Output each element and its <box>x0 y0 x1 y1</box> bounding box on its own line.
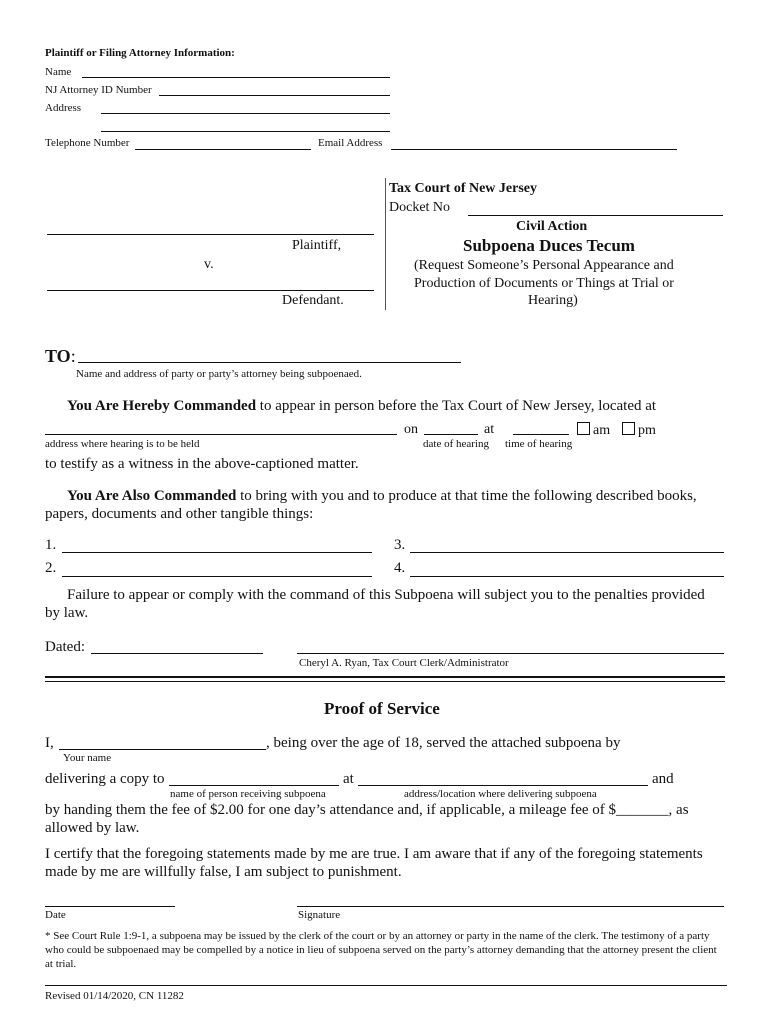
item-4-field[interactable] <box>410 576 724 577</box>
court-name: Tax Court of New Jersey <box>389 181 538 196</box>
email-label: Email Address <box>318 137 383 149</box>
to-caption: Name and address of party or party’s attorney being subpoenaed. <box>76 368 362 380</box>
location-caption: address/location where delivering subpoena <box>404 788 597 800</box>
address-caption: address where hearing is to be held <box>45 438 200 450</box>
to-label <box>45 346 76 367</box>
docket-label: Docket No <box>389 200 451 215</box>
proof-date-field[interactable] <box>45 906 175 907</box>
also-text-1: to bring with you and to produce at that time the following described books, <box>236 488 697 504</box>
plaintiff-label: Plaintiff, <box>292 238 342 253</box>
subtitle-line-3: Hearing) <box>528 293 578 308</box>
item-1-label: 1. <box>45 537 57 553</box>
testify-text: to testify as a witness in the above-captioned matter. <box>45 456 359 472</box>
time-caption: time of hearing <box>505 438 573 450</box>
i-label: I, <box>45 735 54 751</box>
person-caption: name of person receiving subpoena <box>170 788 326 800</box>
subtitle-line-2: Production of Documents or Things at Trial or <box>414 276 674 291</box>
your-name-caption: Your name <box>63 752 112 764</box>
proof-date-label: Date <box>45 909 66 921</box>
to-colon: : <box>70 346 76 366</box>
also-commanded-paragraph <box>67 488 697 505</box>
commanded-paragraph <box>67 398 656 415</box>
to-label-text: TO <box>45 346 71 366</box>
failure-line-1: Failure to appear or comply with the command of this Subpoena will subject you to the penalties provided <box>67 587 705 603</box>
commanded-lead: You Are Hereby Commanded <box>67 398 257 414</box>
email-field[interactable] <box>391 149 677 150</box>
am-option <box>577 422 610 439</box>
plaintiff-name-field[interactable] <box>47 234 374 235</box>
document-title: Subpoena Duces Tecum <box>463 236 635 255</box>
attorney-id-label: NJ Attorney ID Number <box>45 84 152 96</box>
revision-label: Revised 01/14/2020, CN 11282 <box>45 990 184 1002</box>
versus-label: v. <box>204 257 214 272</box>
am-checkbox[interactable] <box>577 422 590 435</box>
at-label: at <box>484 422 495 437</box>
address-field-1[interactable] <box>101 113 390 114</box>
hearing-address-field[interactable] <box>45 434 397 435</box>
hearing-time-field[interactable] <box>513 434 569 435</box>
item-2-label: 2. <box>45 560 57 576</box>
am-label: am <box>593 423 611 438</box>
defendant-name-field[interactable] <box>47 290 374 291</box>
section-divider-bottom <box>45 681 725 682</box>
and-label: and <box>652 771 674 787</box>
civil-action-label: Civil Action <box>516 219 588 234</box>
item-3-label: 3. <box>394 537 406 553</box>
certify-line-2: made by me are willfully false, I am subject to punishment. <box>45 864 402 880</box>
defendant-label: Defendant. <box>282 293 344 308</box>
pm-checkbox[interactable] <box>622 422 635 435</box>
failure-line-2: by law. <box>45 605 89 621</box>
hearing-date-field[interactable] <box>424 434 478 435</box>
person-receiving-field[interactable] <box>169 785 339 786</box>
served-text: , being over the age of 18, served the attached subpoena by <box>266 735 621 751</box>
clerk-signature-field[interactable] <box>297 653 724 654</box>
commanded-text: to appear in person before the Tax Court of New Jersey, located at <box>256 398 657 414</box>
item-2-field[interactable] <box>62 576 372 577</box>
pm-option <box>622 422 656 439</box>
footer-rule <box>45 985 727 986</box>
fee-text-1: by handing them the fee of $2.00 for one day’s attendance and, if applicable, a mileage fee of $ <box>45 802 617 818</box>
certify-line-1: I certify that the foregoing statements made by me are true. I am aware that if any of the foregoing statements <box>45 846 703 862</box>
docket-number-field[interactable] <box>468 215 723 216</box>
fee-text-2: , as <box>668 802 689 818</box>
attorney-id-field[interactable] <box>159 95 390 96</box>
to-field[interactable] <box>78 362 461 363</box>
footnote: * See Court Rule 1:9-1, a subpoena may be issued by the clerk of the court or by an attorney or party in the name of the clerk. The testimony of a party who could be subpoenaed may be compelled by a notice in lieu of subpoena served on the party’s attorney demanding that the attorney present the client at trial. <box>45 930 717 970</box>
on-label: on <box>404 422 418 437</box>
dated-field[interactable] <box>91 653 263 654</box>
at-location-label: at <box>343 771 354 787</box>
delivering-label: delivering a copy to <box>45 771 165 787</box>
date-caption: date of hearing <box>423 438 489 450</box>
item-1-field[interactable] <box>62 552 372 553</box>
name-label: Name <box>45 66 72 78</box>
your-name-field[interactable] <box>59 749 266 750</box>
telephone-field[interactable] <box>135 149 311 150</box>
address-label: Address <box>45 102 82 114</box>
section-divider-top <box>45 676 725 678</box>
address-field-2[interactable] <box>101 131 390 132</box>
item-3-field[interactable] <box>410 552 724 553</box>
attorney-info-heading: Plaintiff or Filing Attorney Information: <box>45 47 235 59</box>
also-lead: You Are Also Commanded <box>67 488 237 504</box>
telephone-label: Telephone Number <box>45 137 130 149</box>
mileage-fee-field[interactable]: _______ <box>616 802 669 818</box>
pm-label: pm <box>638 423 656 438</box>
also-text-2: papers, documents and other tangible things: <box>45 506 314 522</box>
proof-signature-field[interactable] <box>297 906 724 907</box>
allowed-text: allowed by law. <box>45 820 140 836</box>
dated-label: Dated: <box>45 639 85 655</box>
name-field[interactable] <box>82 77 390 78</box>
delivery-location-field[interactable] <box>358 785 648 786</box>
subtitle-line-1: (Request Someone’s Personal Appearance and <box>414 258 674 273</box>
item-4-label: 4. <box>394 560 406 576</box>
caption-divider <box>385 178 386 310</box>
clerk-name: Cheryl A. Ryan, Tax Court Clerk/Administrator <box>299 657 509 669</box>
proof-of-service-title: Proof of Service <box>324 699 440 718</box>
fee-line <box>45 802 689 819</box>
proof-signature-label: Signature <box>298 909 341 921</box>
